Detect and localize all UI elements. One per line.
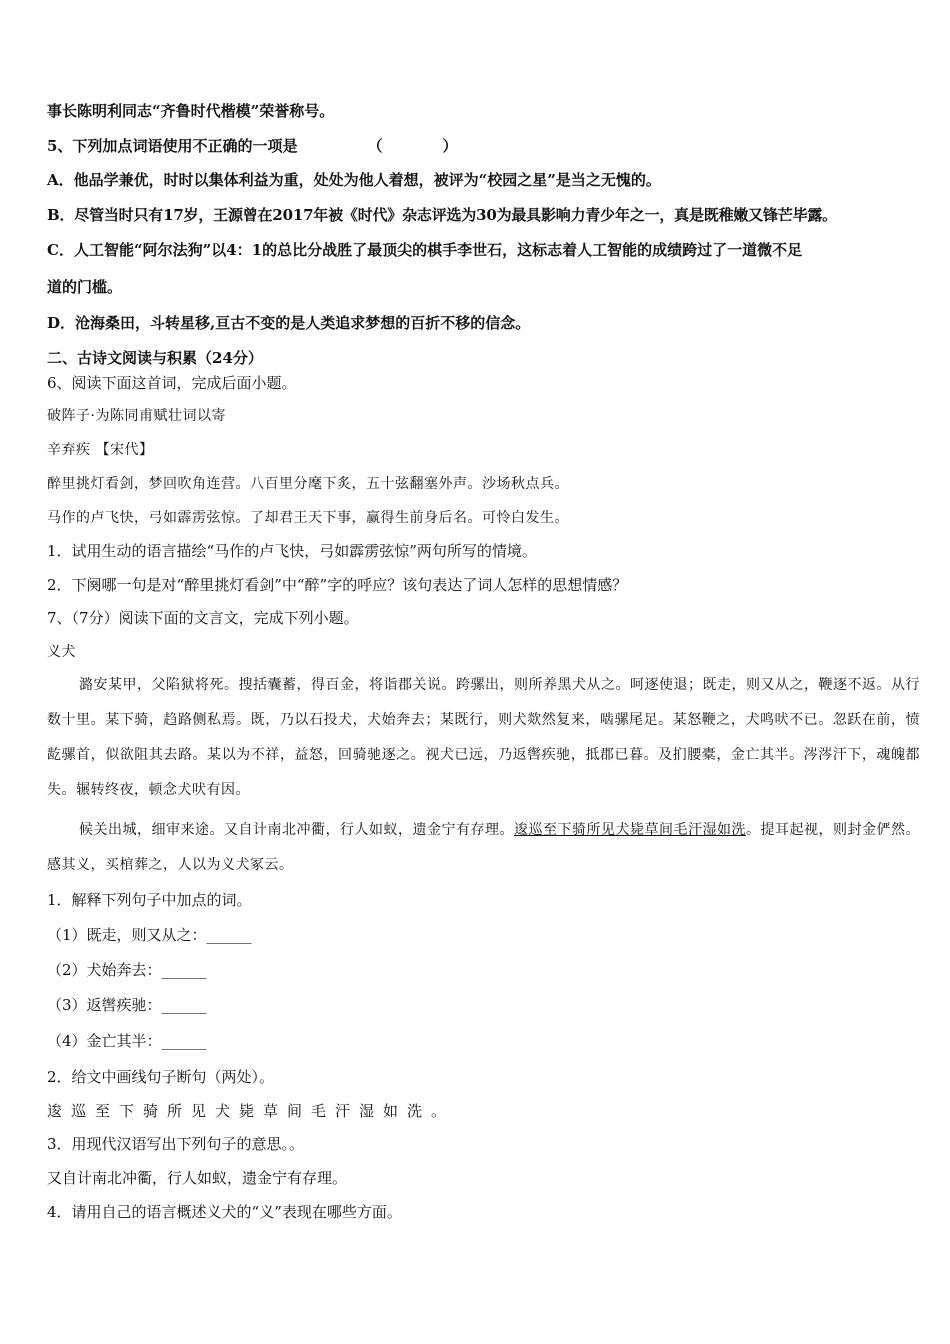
poem-author: 辛弃疾 【宋代】 — [47, 442, 154, 458]
passage-p2-start: 候关出城，细审来途。又自计南北冲衢，行人如蚁，遗金宁有存理。 — [79, 822, 514, 838]
q7-punctuation-sentence: 逡巡至下骑所见犬毙草间毛汗湿如洗。 — [47, 1102, 456, 1120]
q5-answer-paren: （ ） — [367, 137, 458, 155]
q5-stem-text: 5、下列加点词语使用不正确的一项是 — [47, 137, 298, 155]
q7-blank-4: （4）金亡其半：______ — [47, 1032, 207, 1050]
q7-translation-sentence: 又自计南北冲衢，行人如蚁，遗金宁有存理。 — [47, 1169, 348, 1187]
passage-p2-end: 。提耳起视，则封金俨然。感其义，买棺葬之，人以为义犬冢云。 — [47, 822, 920, 873]
q7-sub-question-2: 2．给文中画线句子断句（两处）。 — [47, 1068, 275, 1086]
poem-line-1: 醉里挑灯看剑，梦回吹角连营。八百里分麾下炙，五十弦翻塞外声。沙场秋点兵。 — [47, 476, 569, 492]
q5-option-c-line2: 道的门槛。 — [47, 278, 123, 296]
q7-blank-2: （2）犬始奔去：______ — [47, 961, 207, 979]
q7-blank-3: （3）返辔疾驰：______ — [47, 996, 207, 1014]
passage-title: 义犬 — [47, 644, 76, 660]
q7-blank-1: （1）既走，则又从之：______ — [47, 926, 252, 944]
q5-stem — [47, 136, 920, 156]
q7-sub-question-4: 4．请用自己的语言概述义犬的“义”表现在哪些方面。 — [47, 1203, 402, 1221]
underlined-sentence: 逡巡至下骑所见犬毙草间毛汗湿如洗 — [514, 822, 746, 838]
q5-option-a: A．他品学兼优，时时以集体利益为重，处处为他人着想，被评为“校园之星”是当之无愧的。 — [47, 171, 661, 189]
poem-title: 破阵子·为陈同甫赋壮词以寄 — [47, 408, 226, 424]
q6-sub-question-1: 1．试用生动的语言描绘“马作的卢飞快，弓如霹雳弦惊”两句所写的情境。 — [47, 542, 537, 560]
q6-sub-question-2: 2．下阕哪一句是对“醉里挑灯看剑”中“醉”字的呼应？该句表达了词人怎样的思想情感？ — [47, 576, 628, 594]
q7-stem: 7、（7分）阅读下面的文言文，完成下列小题。 — [47, 609, 359, 627]
q7-sub-question-1: 1．解释下列句子中加点的词。 — [47, 891, 252, 909]
q5-option-b: B．尽管当时只有17岁，王源曾在2017年被《时代》杂志评选为30为最具影响力青少年之一，真是既稚嫩又锋芒毕露。 — [47, 206, 837, 224]
passage-paragraph-2 — [47, 813, 920, 883]
q4-tail-line: 事长陈明利同志“齐鲁时代楷模”荣誉称号。 — [47, 102, 335, 120]
q5-option-c-line1: C．人工智能“阿尔法狗”以4：1的总比分战胜了最顶尖的棋手李世石，这标志着人工智能的成绩跨过了一道微不足 — [47, 241, 803, 259]
section-2-heading: 二、古诗文阅读与积累（24分） — [47, 349, 263, 367]
passage-paragraph-1: 潞安某甲，父陷狱将死。搜括囊蓄，得百金，将诣郡关说。跨骡出，则所养黑犬从之。呵逐使退；既走，则又从之，鞭逐不返。从行数十里。某下骑，趋路侧私焉。既，乃以石投犬，犬始奔去；某既行，则犬欻然复来，啮骡尾足。某怒鞭之，犬鸣吠不已。忽跃在前，愤龁骡首，似欲阻其去路。某以为不祥，益怒，回骑驰逐之。视犬已远，乃返辔疾驰，抵郡已暮。及扪腰橐，金亡其半。涔涔汗下，魂魄都失。辗转终夜，顿念犬吠有因。 — [47, 677, 920, 798]
poem-line-2: 马作的卢飞快，弓如霹雳弦惊。了却君王天下事，赢得生前身后名。可怜白发生。 — [47, 510, 569, 526]
q6-stem: 6、阅读下面这首词，完成后面小题。 — [47, 374, 297, 392]
q5-option-d: D．沧海桑田，斗转星移,亘古不变的是人类追求梦想的百折不移的信念。 — [47, 314, 531, 332]
q7-sub-question-3: 3．用现代汉语写出下列句子的意思。。 — [47, 1135, 305, 1153]
